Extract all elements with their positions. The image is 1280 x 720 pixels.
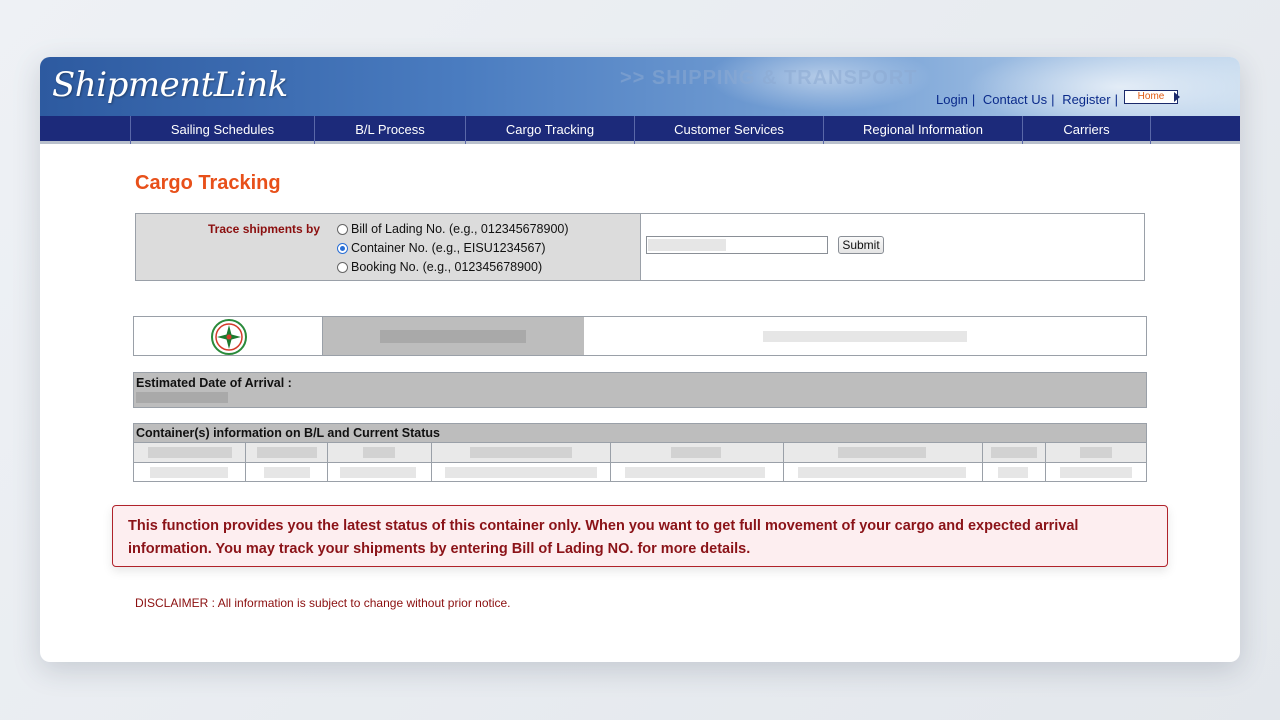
redacted-cell [340,467,416,478]
container-table-title: Container(s) information on B/L and Current Status [136,426,440,440]
redacted-header [1080,447,1112,458]
nav-divider [1150,116,1151,144]
redacted-input-value [648,239,726,251]
redacted-number-cell [323,317,584,355]
redacted-header [991,447,1037,458]
redacted-cell [445,467,597,478]
register-link[interactable]: Register [1062,92,1111,107]
radio-button[interactable] [337,262,348,273]
radio-button[interactable] [337,224,348,235]
redacted-cell [150,467,228,478]
radio-label: Container No. (e.g., EISU1234567) [351,241,546,255]
trace-label: Trace shipments by [208,222,321,236]
nav-customer-services[interactable]: Customer Services [634,116,823,144]
column-divider [982,443,983,481]
redacted-cell [1060,467,1132,478]
submit-button[interactable]: Submit [838,236,884,254]
radio-container-no[interactable] [337,241,546,255]
redacted-cell [798,467,966,478]
radio-booking-no[interactable] [337,260,542,274]
column-divider [610,443,611,481]
radio-label: Booking No. (e.g., 012345678900) [351,260,543,274]
page-title: Cargo Tracking [135,172,281,194]
eta-label: Estimated Date of Arrival : [136,376,292,390]
shipmentlink-logo[interactable]: ShipmentLink [52,65,288,105]
nav-regional-information[interactable]: Regional Information [823,116,1022,144]
nav-carriers[interactable]: Carriers [1022,116,1150,144]
eta-panel [133,372,1147,408]
home-arrow-icon [1174,92,1180,102]
result-summary-row [133,316,1147,356]
redacted-value [380,330,526,343]
redacted-cell [998,467,1028,478]
column-divider [783,443,784,481]
radio-bill-of-lading[interactable] [337,222,569,236]
notice-box [112,505,1168,567]
container-table-header [134,424,1146,443]
redacted-header [148,447,232,458]
notice-text: This function provides you the latest status of this container only. When you want to get full movement of your cargo and expected arrival information. You may track your shipments by entering Bill of Lading NO. for more details. [128,518,1079,557]
redacted-header [363,447,395,458]
header-banner [40,57,1240,116]
container-status-table [133,423,1147,482]
column-divider [1045,443,1046,481]
redacted-eta-value [136,392,228,403]
top-links: Login | Contact Us | Register | [936,92,1118,107]
redacted-cell [625,467,765,478]
column-divider [245,443,246,481]
redacted-header [838,447,926,458]
home-button[interactable]: Home [1124,90,1178,104]
trace-options-panel [136,214,641,280]
nav-sailing-schedules[interactable]: Sailing Schedules [130,116,314,144]
carrier-logo-cell [134,317,323,355]
table-row [134,462,1146,481]
column-divider [327,443,328,481]
radio-button-selected[interactable] [337,243,348,254]
disclaimer-text: DISCLAIMER : All information is subject to change without prior notice. [135,596,511,610]
evergreen-logo-icon [209,318,249,356]
contact-us-link[interactable]: Contact Us [982,92,1048,107]
redacted-header [671,447,721,458]
redacted-header [470,447,572,458]
table-header-row [134,443,1146,462]
header-tagline: >> SHIPPING & TRANSPORT [620,67,918,89]
trace-form [135,213,1145,281]
redacted-header [257,447,317,458]
radio-label: Bill of Lading No. (e.g., 012345678900) [351,222,569,236]
nav-cargo-tracking[interactable]: Cargo Tracking [465,116,634,144]
main-navbar [40,116,1240,144]
login-link[interactable]: Login [936,92,968,107]
redacted-value [763,331,967,342]
browser-page [40,57,1240,662]
nav-bl-process[interactable]: B/L Process [314,116,465,144]
redacted-cell [264,467,310,478]
column-divider [431,443,432,481]
